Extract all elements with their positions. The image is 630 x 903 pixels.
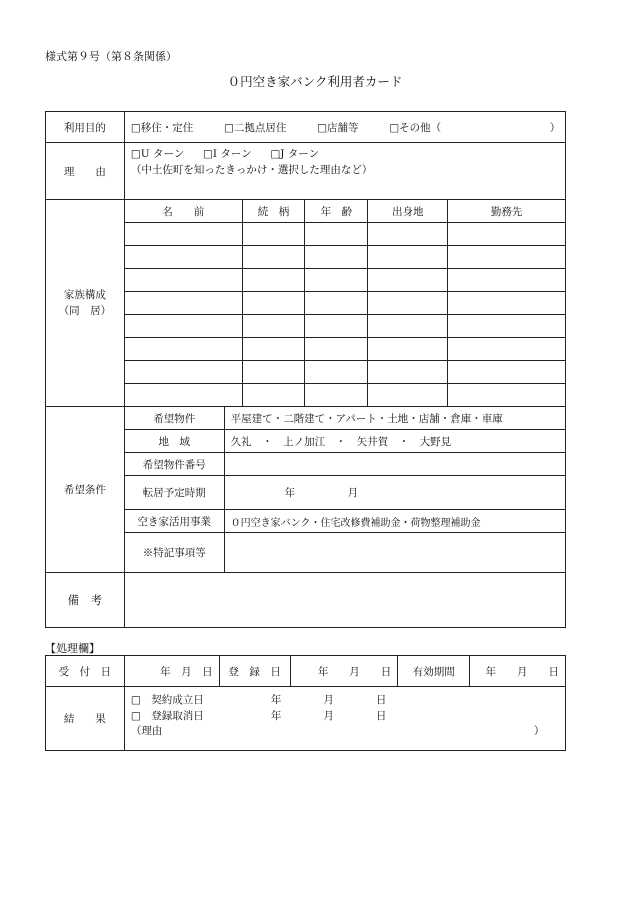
family-age-cell[interactable] [305, 384, 368, 407]
result-reason-open: （理由 [130, 725, 163, 737]
received-date-field[interactable]: 年 月 日 [124, 656, 219, 687]
family-birthplace-cell[interactable] [368, 338, 448, 361]
family-relation-cell[interactable] [242, 223, 305, 246]
family-age-cell[interactable] [305, 246, 368, 269]
condition-move-period-label: 転居予定時期 [124, 476, 224, 510]
family-name-cell[interactable] [124, 292, 242, 315]
family-row [46, 315, 566, 338]
condition-program-label: 空き家活用事業 [124, 510, 224, 533]
family-label-main: 家族構成 [63, 289, 106, 301]
processing-table [45, 655, 566, 751]
remarks-field[interactable] [124, 573, 565, 628]
family-row [46, 269, 566, 292]
result-contract-checkbox[interactable]: □ 契約成立日 [130, 694, 204, 706]
family-workplace-cell[interactable] [448, 315, 566, 338]
family-name-cell[interactable] [124, 246, 242, 269]
remarks-label: 備 考 [46, 573, 125, 628]
family-name-cell[interactable] [124, 315, 242, 338]
family-label [46, 200, 125, 407]
family-name-cell[interactable] [124, 338, 242, 361]
condition-property-number-field[interactable] [224, 453, 565, 476]
family-header-name: 名 前 [124, 200, 242, 223]
family-workplace-cell[interactable] [448, 223, 566, 246]
result-field [124, 687, 565, 751]
condition-area-value[interactable]: 久礼 ・ 上ノ加江 ・ 矢井賀 ・ 大野見 [224, 430, 565, 453]
family-birthplace-cell[interactable] [368, 315, 448, 338]
family-age-cell[interactable] [305, 292, 368, 315]
condition-property-value[interactable]: 平屋建て・二階建て・アパート・土地・店舗・倉庫・車庫 [224, 407, 565, 430]
family-row [46, 384, 566, 407]
form-number: 様式第９号（第８条関係） [45, 50, 177, 63]
family-relation-cell[interactable] [242, 246, 305, 269]
family-birthplace-cell[interactable] [368, 223, 448, 246]
family-row [46, 292, 566, 315]
family-workplace-cell[interactable] [448, 338, 566, 361]
result-cancel-date[interactable]: 年 月 日 [270, 709, 387, 722]
family-relation-cell[interactable] [242, 292, 305, 315]
family-header-workplace: 勤務先 [448, 200, 566, 223]
registered-date-field[interactable]: 年 月 日 [290, 656, 398, 687]
family-header-birthplace: 出身地 [368, 200, 448, 223]
family-header-relation: 続 柄 [242, 200, 305, 223]
family-label-sub: （同 居） [58, 305, 112, 317]
condition-notes-label: ※特記事項等 [124, 533, 224, 573]
purpose-option-migration[interactable]: □移住・定住 [130, 121, 194, 134]
user-card-form [45, 111, 566, 628]
condition-property-label: 希望物件 [124, 407, 224, 430]
purpose-other-close: ） [549, 121, 561, 134]
family-relation-cell[interactable] [242, 384, 305, 407]
registered-date-label: 登 録 日 [219, 656, 290, 687]
family-relation-cell[interactable] [242, 361, 305, 384]
purpose-option-other[interactable]: □その他（ [389, 121, 442, 134]
reason-label: 理 由 [46, 143, 125, 200]
page-title: ０円空き家バンク利用者カード [227, 74, 403, 89]
purpose-options [124, 112, 565, 143]
family-name-cell[interactable] [124, 223, 242, 246]
family-age-cell[interactable] [305, 361, 368, 384]
purpose-label: 利用目的 [46, 112, 125, 143]
family-relation-cell[interactable] [242, 269, 305, 292]
reason-note: （中土佐町を知ったきっかけ・選択した理由など） [130, 164, 373, 176]
family-relation-cell[interactable] [242, 338, 305, 361]
condition-notes-field[interactable] [224, 533, 565, 573]
family-workplace-cell[interactable] [448, 292, 566, 315]
family-birthplace-cell[interactable] [368, 246, 448, 269]
purpose-option-dual-base[interactable]: □二拠点居住 [223, 121, 287, 134]
result-contract-date[interactable]: 年 月 日 [270, 694, 387, 706]
validity-date-field[interactable]: 年 月 日 [470, 656, 566, 687]
family-workplace-cell[interactable] [448, 361, 566, 384]
family-name-cell[interactable] [124, 384, 242, 407]
family-birthplace-cell[interactable] [368, 292, 448, 315]
family-relation-cell[interactable] [242, 315, 305, 338]
family-workplace-cell[interactable] [448, 384, 566, 407]
family-row [46, 246, 566, 269]
reason-i-turn[interactable]: □I ターン [202, 148, 252, 160]
family-name-cell[interactable] [124, 269, 242, 292]
family-row [46, 361, 566, 384]
family-age-cell[interactable] [305, 223, 368, 246]
family-workplace-cell[interactable] [448, 246, 566, 269]
family-row [46, 223, 566, 246]
condition-program-value[interactable]: ０円空き家バンク・住宅改修費補助金・荷物整理補助金 [224, 510, 565, 533]
processing-heading: 【処理欄】 [45, 642, 100, 655]
family-birthplace-cell[interactable] [368, 361, 448, 384]
family-header-age: 年 齢 [305, 200, 368, 223]
conditions-label: 希望条件 [46, 407, 125, 573]
family-row [46, 338, 566, 361]
condition-move-period-value[interactable]: 年 月 [224, 476, 565, 510]
family-age-cell[interactable] [305, 315, 368, 338]
result-cancel-checkbox[interactable]: □ 登録取消日 [130, 709, 204, 722]
reason-j-turn[interactable]: □J ターン [270, 148, 320, 160]
family-age-cell[interactable] [305, 269, 368, 292]
reason-u-turn[interactable]: □U ターン [130, 148, 185, 160]
family-age-cell[interactable] [305, 338, 368, 361]
purpose-option-store[interactable]: □店舗等 [317, 121, 359, 134]
family-birthplace-cell[interactable] [368, 269, 448, 292]
condition-property-number-label: 希望物件番号 [124, 453, 224, 476]
family-birthplace-cell[interactable] [368, 384, 448, 407]
family-workplace-cell[interactable] [448, 269, 566, 292]
reason-field[interactable] [124, 143, 565, 200]
validity-label: 有効期間 [398, 656, 470, 687]
family-name-cell[interactable] [124, 361, 242, 384]
result-reason-close: ） [533, 725, 545, 737]
result-label: 結 果 [46, 687, 125, 751]
condition-area-label: 地 域 [124, 430, 224, 453]
received-date-label: 受 付 日 [46, 656, 125, 687]
